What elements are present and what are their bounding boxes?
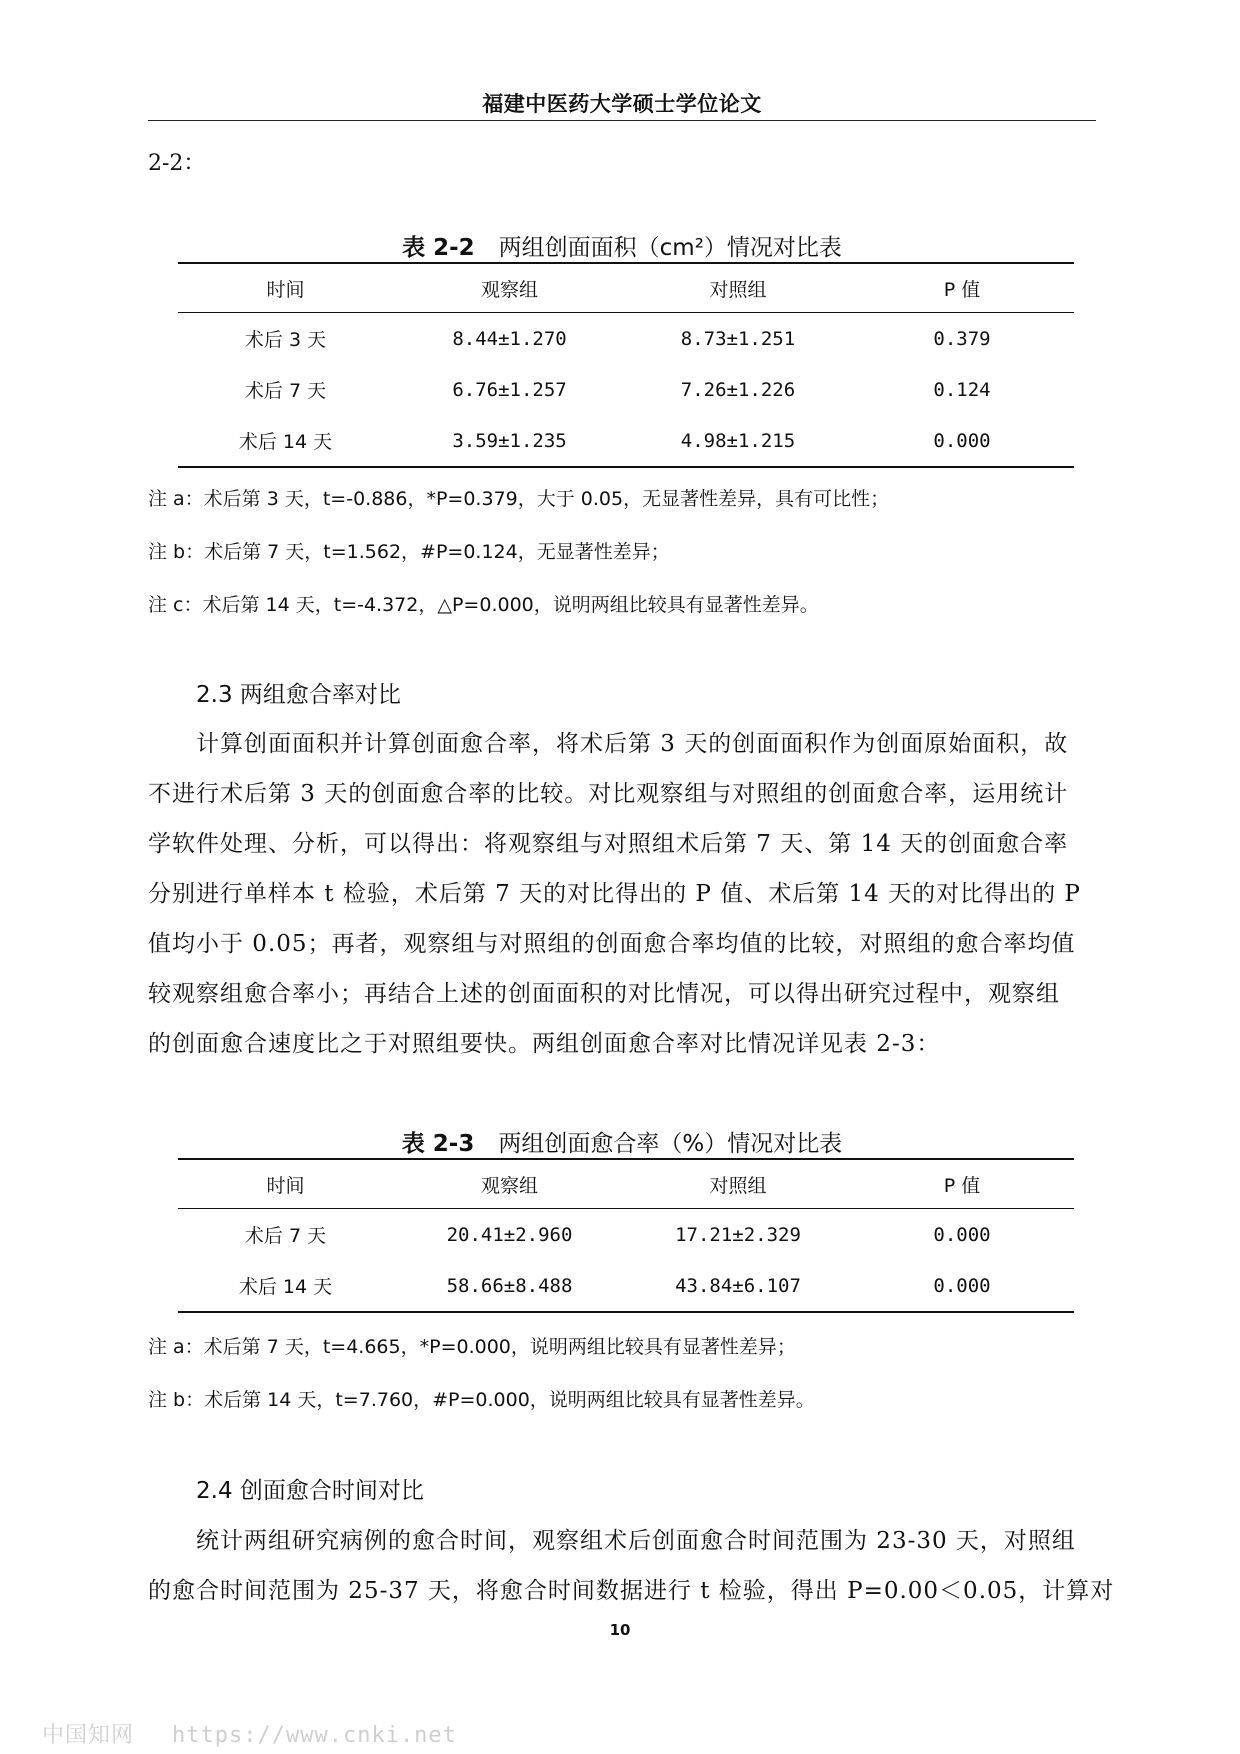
table-2-2-note-b: 注 b：术后第 7 天，t=1.562，#P=0.124，无显著性差异； [148, 541, 670, 563]
header-rule [148, 120, 1096, 121]
table-caption-tag: 表 2-2 [402, 235, 475, 261]
paragraph-line: 值均小于 0.05；再者，观察组与对照组的创面愈合率均值的比较，对照组的愈合率均值 [148, 931, 1076, 957]
table-2-2 [178, 262, 1074, 468]
cell-time: 术后 14 天 [238, 1276, 333, 1298]
cell-control: 43.84±6.107 [675, 1274, 801, 1297]
cell-observation: 8.44±1.270 [452, 327, 567, 350]
paragraph-line: 不进行术后第 3 天的创面愈合率的比较。对比观察组与对照组的创面愈合率，运用统计 [148, 781, 1069, 807]
cell-observation: 58.66±8.488 [446, 1274, 573, 1297]
cnki-watermark [42, 1718, 457, 1749]
table-2-3 [178, 1158, 1074, 1313]
table-2-2-note-c: 注 c：术后第 14 天，t=-4.372，△P=0.000，说明两组比较具有显著性差异。 [148, 594, 819, 616]
cell-time: 术后 7 天 [244, 1225, 327, 1247]
column-header-control: 对照组 [709, 1174, 767, 1197]
cell-p-value: 0.124 [933, 378, 991, 401]
table-header-row [178, 1159, 1074, 1209]
section-2-4-title: 2.4 创面愈合时间对比 [196, 1478, 424, 1504]
column-header-observation: 观察组 [481, 1174, 539, 1197]
cell-control: 7.26±1.226 [680, 378, 796, 401]
cell-p-value: 0.379 [933, 327, 991, 350]
cell-time: 术后 7 天 [244, 380, 327, 402]
paragraph-line: 分别进行单样本 t 检验，术后第 7 天的对比得出的 P 值、术后第 14 天的对比得出的 P [148, 881, 1081, 907]
cell-observation: 3.59±1.235 [452, 429, 567, 452]
column-header-observation: 观察组 [481, 278, 539, 301]
table-row [178, 313, 1074, 365]
cell-control: 8.73±1.251 [680, 327, 796, 350]
table-2-3-note-a: 注 a：术后第 7 天，t=4.665，*P=0.000，说明两组比较具有显著性差异； [148, 1336, 796, 1358]
cell-p-value: 0.000 [933, 1274, 991, 1297]
cnki-url: https://www.cnki.net [172, 1723, 457, 1748]
column-header-time: 时间 [266, 278, 305, 301]
column-header-p-value: P 值 [943, 278, 981, 301]
table-caption-tag: 表 2-3 [401, 1131, 475, 1157]
cell-observation: 6.76±1.257 [452, 378, 567, 401]
table-2-2-note-a: 注 a：术后第 3 天，t=-0.886，*P=0.379，大于 0.05，无显著性差异，具有可比性； [148, 488, 890, 510]
cell-control: 4.98±1.215 [680, 429, 796, 452]
table-header-row [178, 263, 1074, 313]
table-reference-continuation: 2-2： [148, 151, 206, 176]
column-header-control: 对照组 [709, 278, 767, 301]
table-row [178, 415, 1074, 467]
paragraph-line: 的创面愈合速度比之于对照组要快。两组创面愈合率对比情况详见表 2-3： [148, 1031, 941, 1057]
table-row [178, 1209, 1074, 1261]
table-caption-title: 两组创面愈合率（%）情况对比表 [498, 1131, 843, 1157]
paragraph-line: 统计两组研究病例的愈合时间，观察组术后创面愈合时间范围为 23-30 天，对照组 [196, 1528, 1076, 1554]
cell-p-value: 0.000 [933, 429, 991, 452]
thesis-running-header: 福建中医药大学硕士学位论文 [482, 92, 762, 116]
paragraph-line: 学软件处理、分析，可以得出：将观察组与对照组术后第 7 天、第 14 天的创面愈合率 [148, 831, 1069, 857]
column-header-time: 时间 [266, 1174, 305, 1197]
table-2-2-caption [178, 229, 1066, 262]
paragraph-line: 计算创面面积并计算创面愈合率，将术后第 3 天的创面面积作为创面原始面积，故 [196, 731, 1069, 757]
cell-time: 术后 14 天 [238, 431, 333, 453]
cell-time: 术后 3 天 [244, 329, 327, 351]
paragraph-line: 较观察组愈合率小；再结合上述的创面面积的对比情况，可以得出研究过程中，观察组 [148, 981, 1060, 1007]
table-caption-title: 两组创面面积（cm²）情况对比表 [498, 235, 842, 261]
cell-p-value: 0.000 [933, 1223, 991, 1246]
table-row [178, 1260, 1074, 1312]
section-2-3-title: 2.3 两组愈合率对比 [196, 682, 401, 708]
cnki-logo-text: 中国知网 [42, 1723, 135, 1748]
cell-control: 17.21±2.329 [675, 1223, 801, 1246]
table-2-3-caption [178, 1125, 1066, 1158]
table-2-3-note-b: 注 b：术后第 14 天，t=7.760，#P=0.000，说明两组比较具有显著性差异。 [148, 1389, 815, 1411]
column-header-p-value: P 值 [943, 1174, 981, 1197]
page-number: 10 [609, 1621, 631, 1639]
paragraph-line: 的愈合时间范围为 25-37 天，将愈合时间数据进行 t 检验，得出 P=0.00＜0.05，计算对 [148, 1578, 1115, 1604]
cell-observation: 20.41±2.960 [446, 1223, 573, 1246]
table-row [178, 364, 1074, 415]
